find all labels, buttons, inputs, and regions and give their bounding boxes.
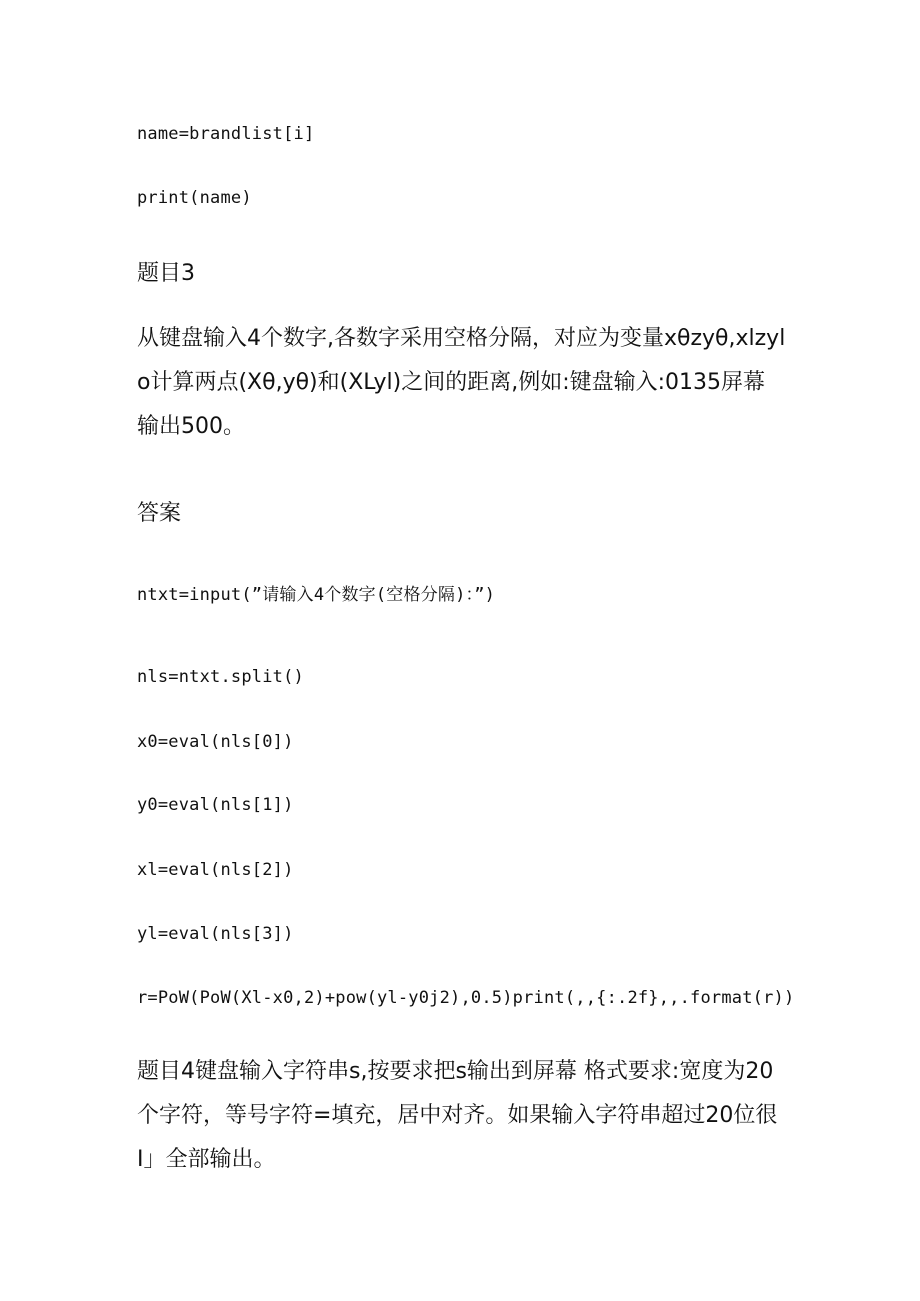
code-line-split: nls=ntxt.split() (137, 667, 304, 687)
question-4-body: 题目4键盘输入字符串s,按要求把s输出到屏幕 格式要求:宽度为20个字符，等号字符=填充，居中对齐。如果输入字符串超过20位很I」全部输出。 (137, 1059, 778, 1172)
code-line-x0: x0=eval(nls[0]) (137, 732, 294, 752)
code-line-input: ntxt=input(”请输入4个数字(空格分隔)：”) (137, 585, 496, 605)
code-line-print-name: print(name) (137, 188, 252, 208)
question-3-title: 题目3 (137, 261, 195, 286)
question-3-body: 从键盘输入4个数字,各数字采用空格分隔，对应为变量xθzyθ,xlzylo计算两点(Xθ,yθ)和(XLyl)之间的距离,例如:键盘输入:0135屏幕输出500。 (137, 326, 786, 439)
code-line-r-distance: r=PoW(PoW(Xl-x0,2)+pow(yl-y0j2),0.5)print(,,{:.2f},,.format(r)) (137, 988, 795, 1008)
code-line-y0: y0=eval(nls[1]) (137, 795, 294, 815)
code-line-yl: yl=eval(nls[3]) (137, 924, 294, 944)
code-line-name-assign: name=brandlist[i] (137, 124, 315, 144)
code-line-xl: xl=eval(nls[2]) (137, 860, 294, 880)
answer-label: 答案 (137, 501, 182, 526)
